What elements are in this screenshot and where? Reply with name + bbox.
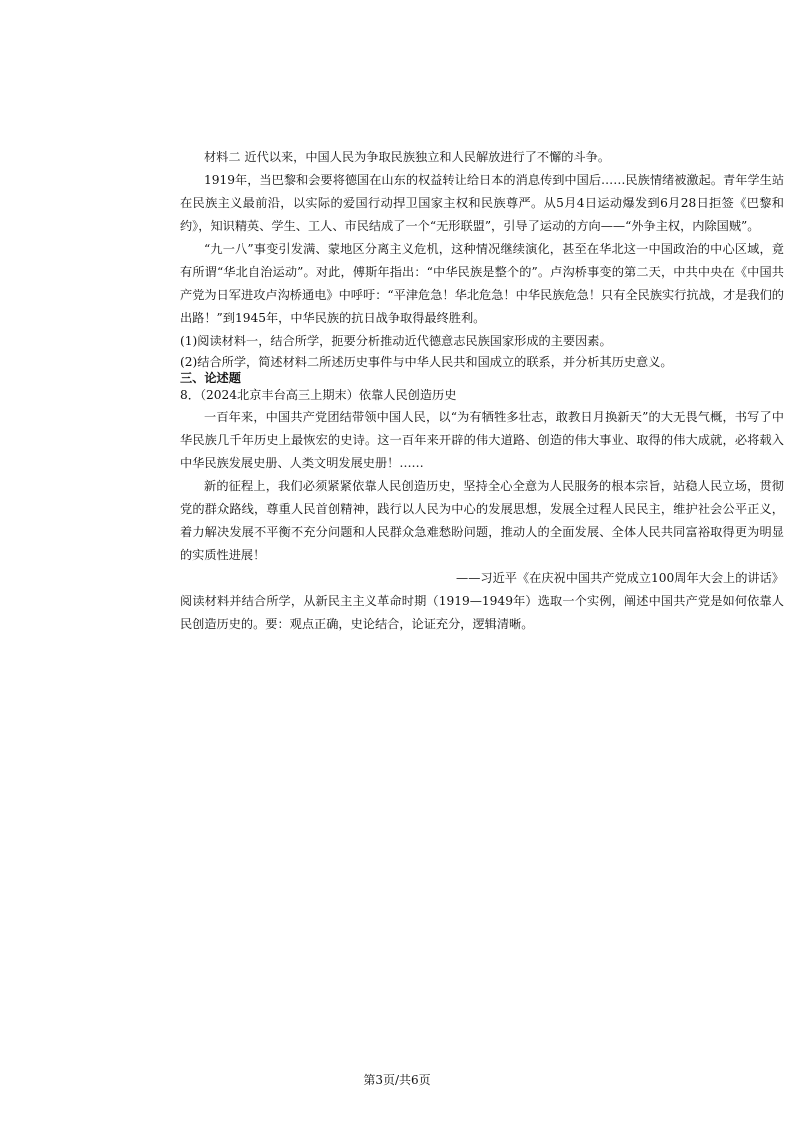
material2-title: 材料二 近代以来，中国人民为争取民族独立和人民解放进行了不懈的斗争。 [204,150,611,164]
question-8-title: 8．（2024北京丰台高三上期末）依靠人民创造历史 [180,388,457,402]
page-content [180,146,784,636]
quote-source: ——习近平《在庆祝中国共产党成立100周年大会上的讲话》 [456,571,784,585]
question-1: (1)阅读材料一，结合所学，扼要分析推动近代德意志民族国家形成的主要因素。 [180,334,612,348]
q8-paragraph-2: 新的征程上，我们必须紧紧依靠人民创造历史，坚持全心全意为人民服务的根本宗旨，站稳人民立场，贯彻党的群众路线，尊重人民首创精神，践行以人民为中心的发展思想，发展全过程人民民主，维护社会公平正义，着力解决发展不平衡不充分问题和人民群众急难愁盼问题，推动人的全面发展、全体人民共同富裕取得更为明显的实质性进展！ [180,479,784,562]
question-2: (2)结合所学，简述材料二所述历史事件与中华人民共和国成立的联系，并分析其历史意义。 [180,355,673,369]
material2-paragraph-1919: 1919年，当巴黎和会要将德国在山东的权益转让给日本的消息传到中国后……民族情绪被激起。青年学生站在民族主义最前沿，以实际的爱国行动捍卫国家主权和民族尊严。从5月4日运动爆发到6月28日拒签《巴黎和约》，知识精英、学生、工人、市民结成了一个“无形联盟”，引导了运动的方向——“外争主权，内除国贼”。 [180,173,784,233]
page-number: 第3页/共6页 [363,1073,431,1087]
material2-paragraph-918: “九一八”事变引发满、蒙地区分离主义危机，这种情况继续演化，甚至在华北这一中国政治的中心区域，竟有所谓“华北自治运动”。对此，傅斯年指出：“中华民族是整个的”。卢沟桥事变的第二天，中共中央在《中国共产党为日军进攻卢沟桥通电》中呼吁：“平津危急！华北危急！中华民族危急！只有全民族实行抗战，才是我们的出路！”到1945年，中华民族的抗日战争取得最终胜利。 [180,242,784,325]
section-heading: 三、论述题 [180,371,241,385]
q8-paragraph-1: 一百年来，中国共产党团结带领中国人民，以“为有牺牲多壮志，敢教日月换新天”的大无畏气概，书写了中华民族几千年历史上最恢宏的史诗。这一百年来开辟的伟大道路、创造的伟大事业、取得的伟大成就，必将载入中华民族发展史册、人类文明发展史册！…… [180,410,784,470]
q8-task: 阅读材料并结合所学，从新民主主义革命时期（1919—1949年）选取一个实例，阐述中国共产党是如何依靠人民创造历史的。要：观点正确，史论结合，论证充分，逻辑清晰。 [180,594,784,631]
